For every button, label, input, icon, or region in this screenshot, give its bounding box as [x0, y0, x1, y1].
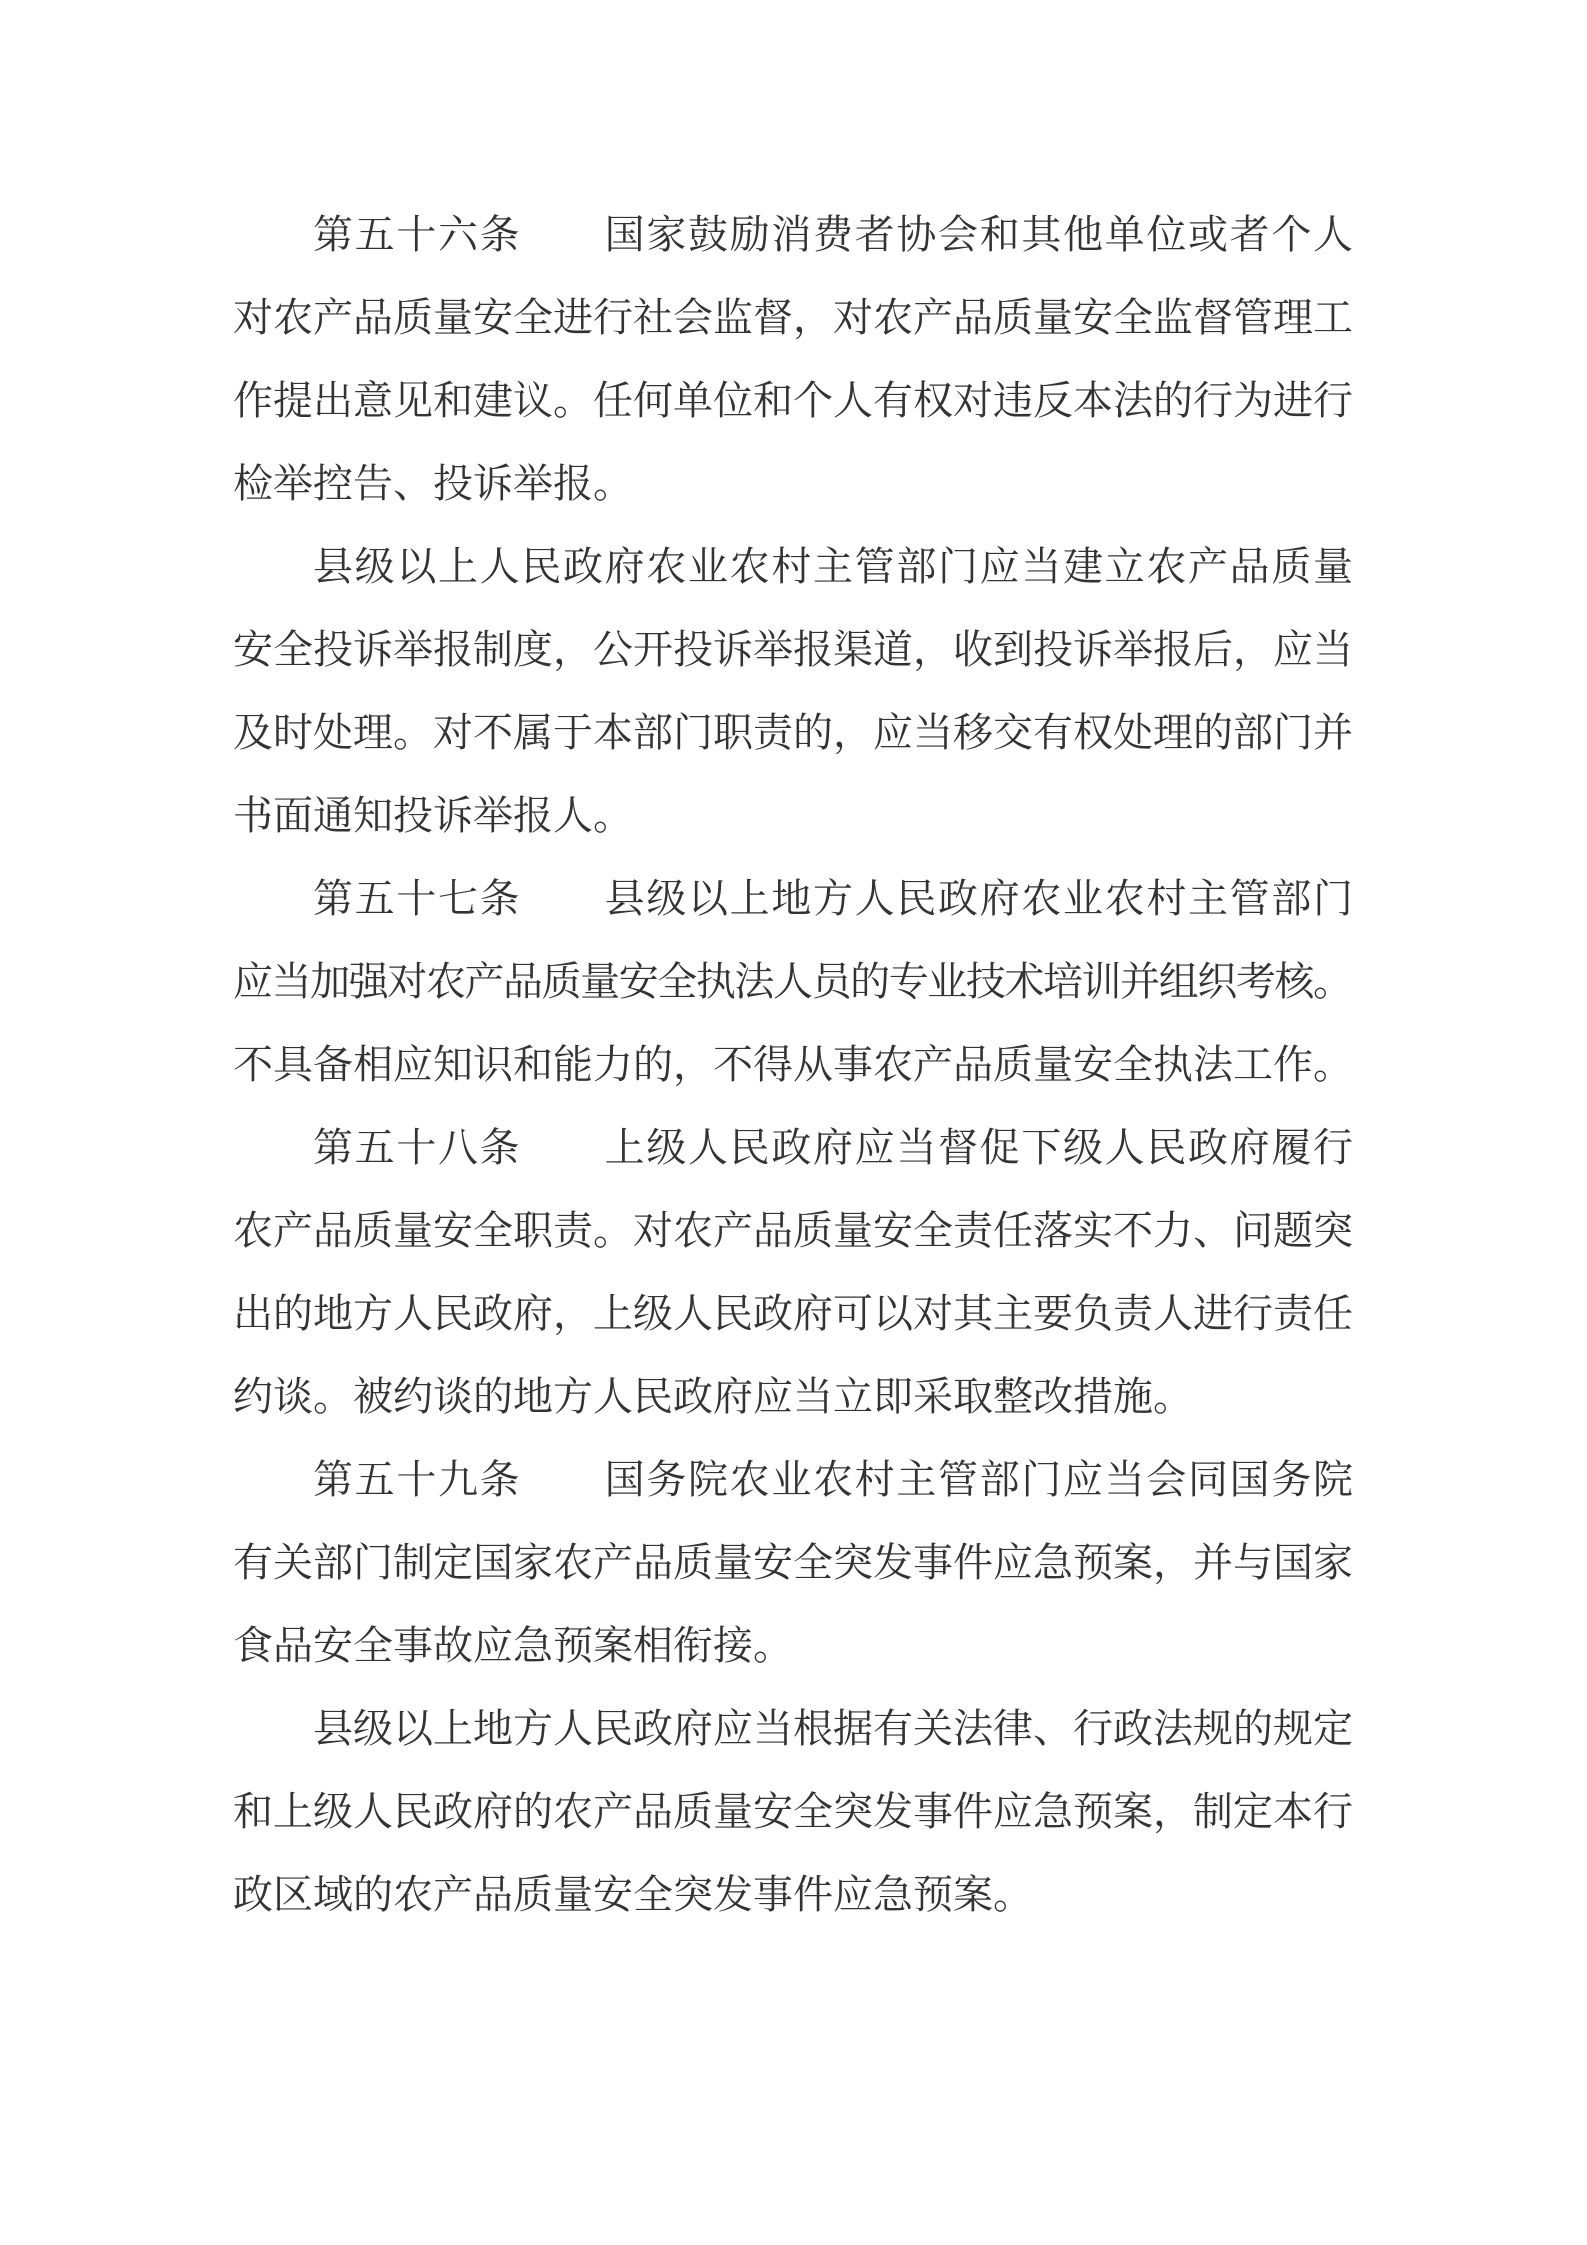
text-line-content: 第五十八条 上级人民政府应当督促下级人民政府履行: [313, 1126, 1355, 1170]
text-line: [233, 858, 1353, 941]
text-line: [233, 775, 1353, 858]
text-line: [233, 1605, 1353, 1688]
text-line: [233, 1190, 1353, 1273]
text-line-content: 不具备相应知识和能力的，不得从事农产品质量安全执法工作。: [233, 1043, 1353, 1087]
text-line: [233, 941, 1353, 1024]
text-line-content: 书面通知投诉举报人。: [233, 794, 633, 838]
text-line-content: 约谈。被约谈的地方人民政府应当立即采取整改措施。: [233, 1375, 1193, 1419]
article-59-paragraph-2: [233, 1688, 1353, 1937]
text-line-content: 出的地方人民政府，上级人民政府可以对其主要负责人进行责任: [233, 1292, 1353, 1336]
text-line-content: 食品安全事故应急预案相衔接。: [233, 1624, 793, 1668]
text-line: [233, 692, 1353, 775]
text-line: [233, 1273, 1353, 1356]
text-line: [233, 1688, 1353, 1771]
text-line-content: 县级以上人民政府农业农村主管部门应当建立农产品质量: [313, 545, 1355, 589]
text-line-content: 农产品质量安全职责。对农产品质量安全责任落实不力、问题突: [233, 1209, 1353, 1253]
law-text-block: [233, 194, 1353, 1937]
article-58-paragraph-1: [233, 1107, 1353, 1439]
article-57-paragraph-1: [233, 858, 1353, 1107]
text-line: [233, 1107, 1353, 1190]
article-56-paragraph-1: [233, 194, 1353, 526]
text-line-content: 和上级人民政府的农产品质量安全突发事件应急预案，制定本行: [233, 1790, 1353, 1834]
text-line: [233, 1356, 1353, 1439]
text-line: [233, 360, 1353, 443]
text-line: [233, 1439, 1353, 1522]
text-line-content: 应当加强对农产品质量安全执法人员的专业技术培训并组织考核。: [233, 960, 1352, 1004]
text-line: [233, 1771, 1353, 1854]
text-line-content: 对农产品质量安全进行社会监督，对农产品质量安全监督管理工: [233, 296, 1353, 340]
text-line: [233, 526, 1353, 609]
text-line-content: 第五十九条 国务院农业农村主管部门应当会同国务院: [313, 1458, 1355, 1502]
text-line-content: 政区域的农产品质量安全突发事件应急预案。: [233, 1873, 1033, 1917]
article-59-paragraph-1: [233, 1439, 1353, 1688]
text-line-content: 第五十六条 国家鼓励消费者协会和其他单位或者个人: [313, 213, 1355, 257]
text-line-content: 及时处理。对不属于本部门职责的，应当移交有权处理的部门并: [233, 711, 1353, 755]
text-line: [233, 1522, 1353, 1605]
article-56-paragraph-2: [233, 526, 1353, 858]
text-line-content: 有关部门制定国家农产品质量安全突发事件应急预案，并与国家: [233, 1541, 1353, 1585]
text-line: [233, 1854, 1353, 1937]
text-line: [233, 609, 1353, 692]
text-line-content: 安全投诉举报制度，公开投诉举报渠道，收到投诉举报后，应当: [233, 628, 1353, 672]
text-line: [233, 194, 1353, 277]
text-line-content: 检举控告、投诉举报。: [233, 462, 633, 506]
text-line-content: 作提出意见和建议。任何单位和个人有权对违反本法的行为进行: [233, 379, 1353, 423]
text-line-content: 第五十七条 县级以上地方人民政府农业农村主管部门: [313, 877, 1355, 921]
text-line: [233, 443, 1353, 526]
text-line: [233, 1024, 1353, 1107]
text-line-content: 县级以上地方人民政府应当根据有关法律、行政法规的规定: [313, 1707, 1353, 1751]
text-line: [233, 277, 1353, 360]
